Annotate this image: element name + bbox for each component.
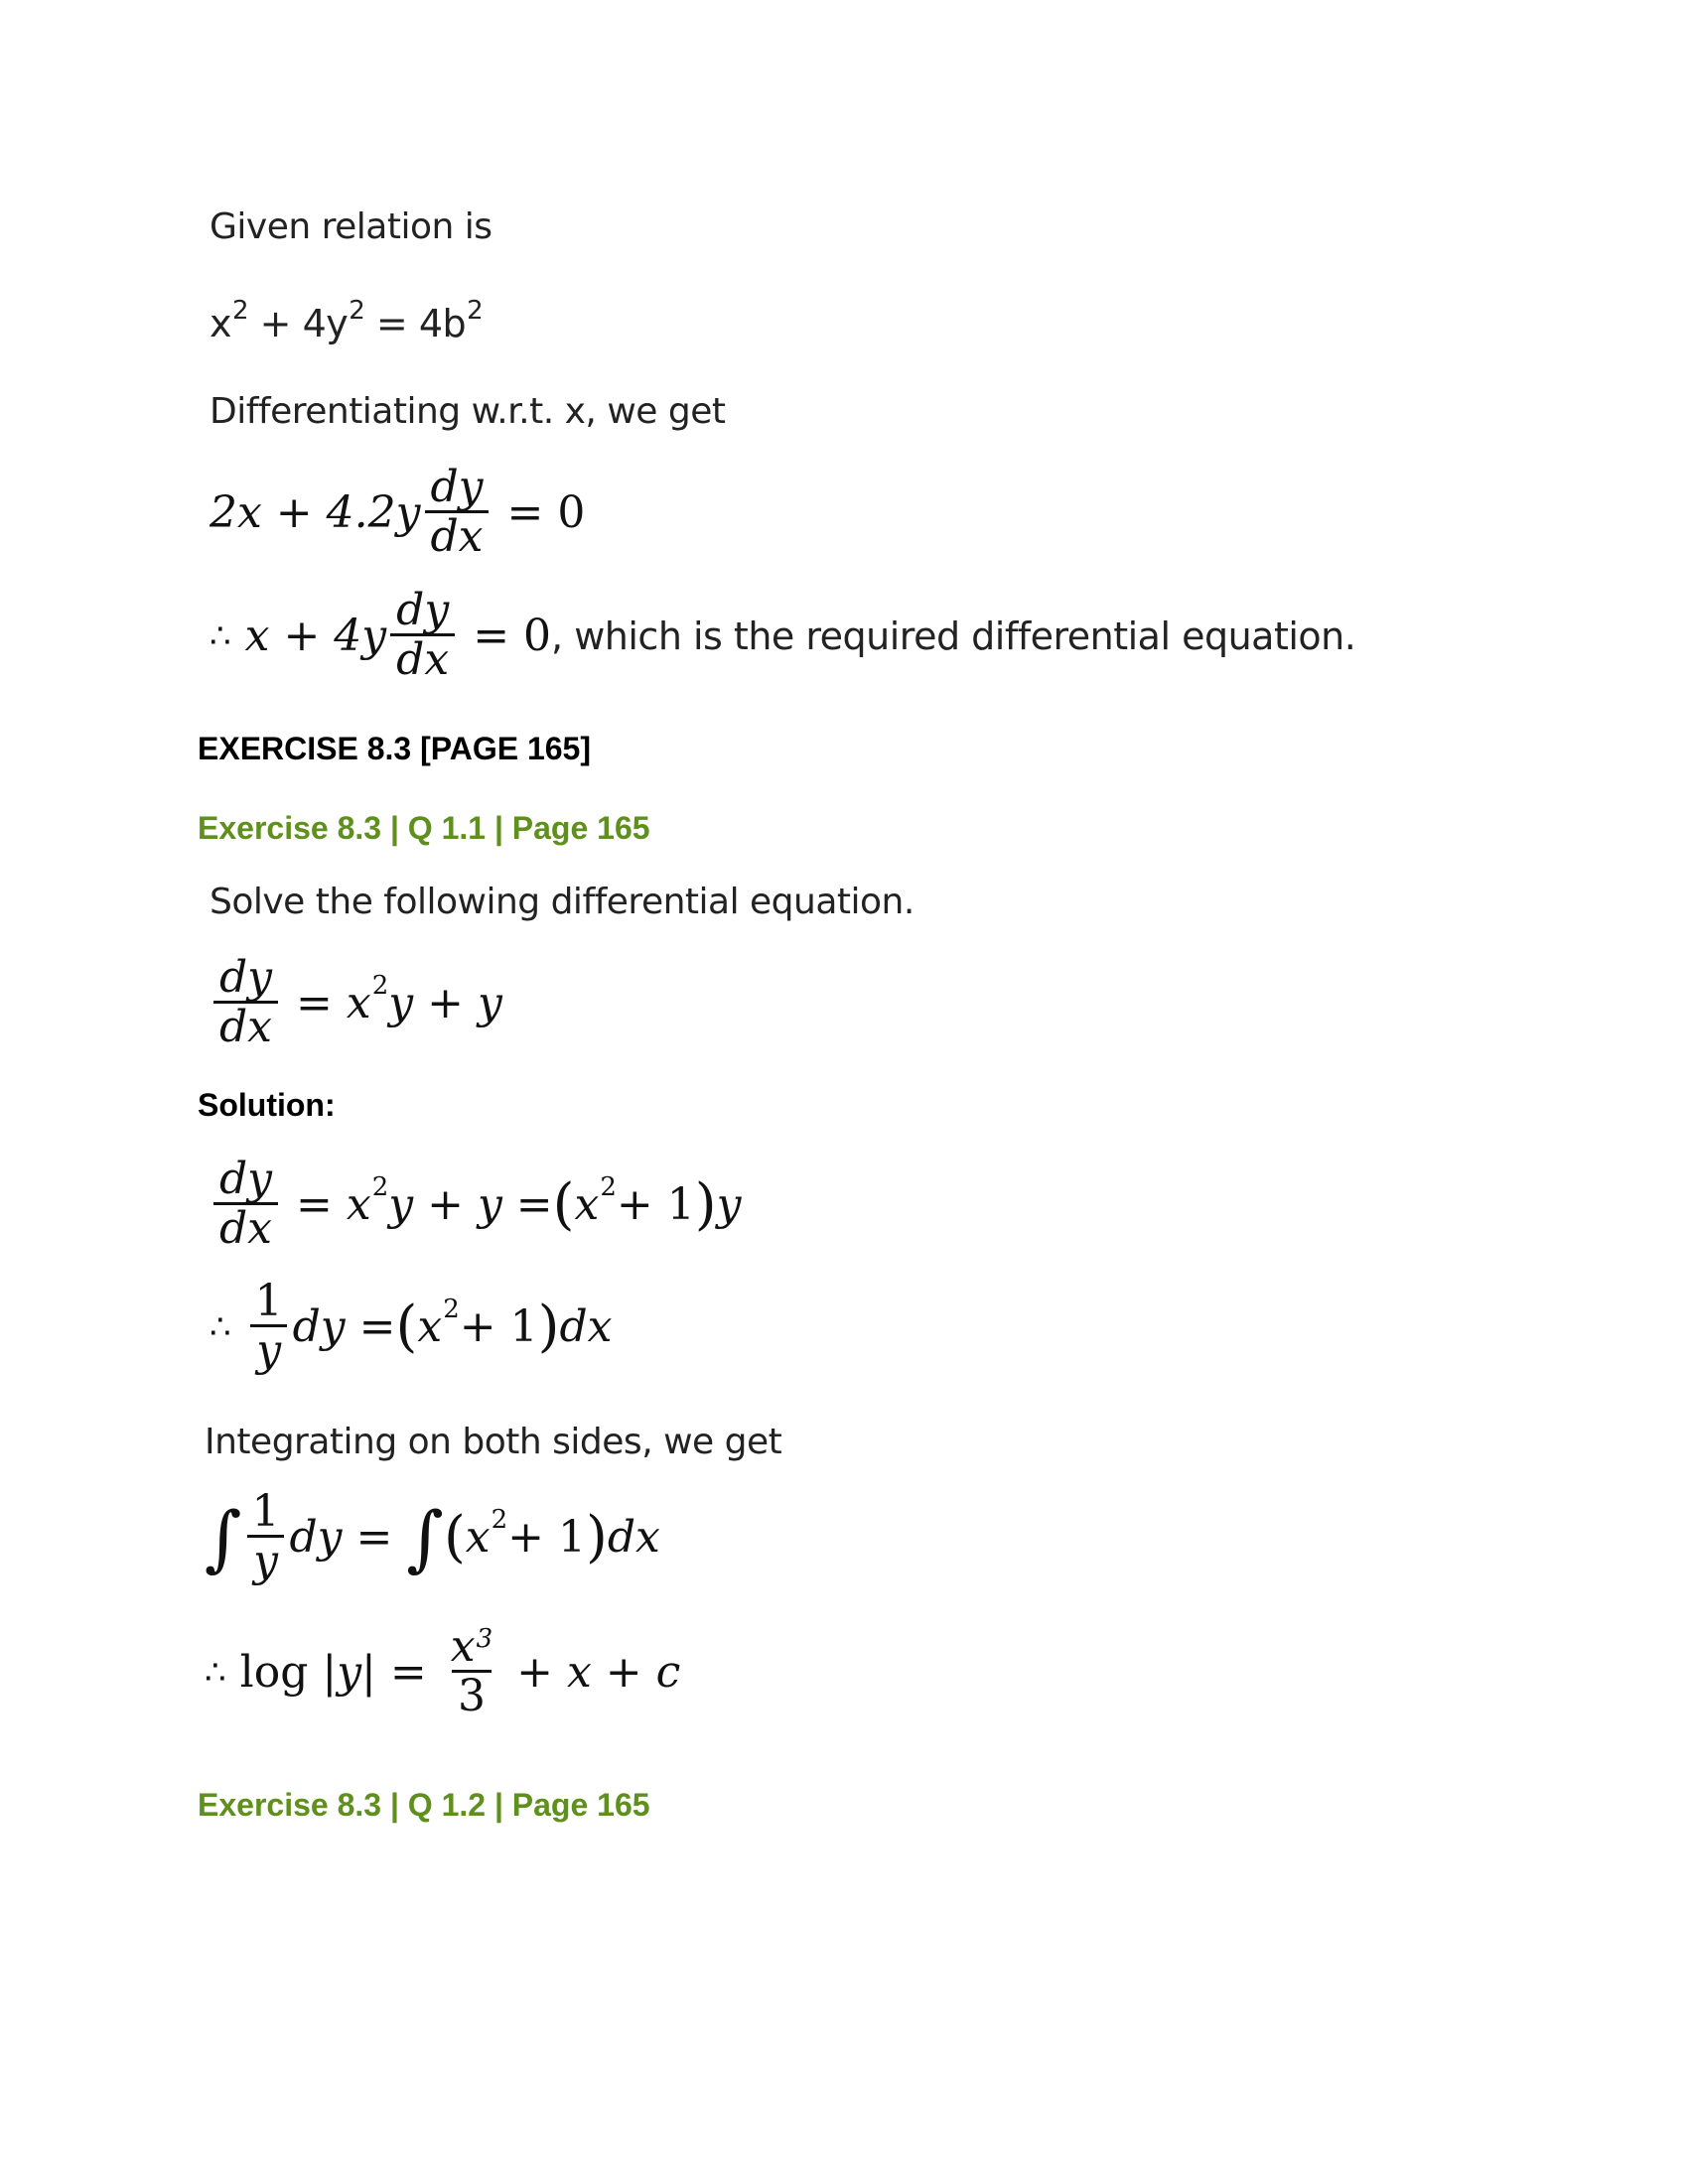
dy-dx-fraction: $\frac{dy}{dx}$: [213, 955, 278, 1052]
question-label-1-1[interactable]: Exercise 8.3 | Q 1.1 | Page 165: [198, 810, 650, 846]
exercise-heading: EXERCISE 8.3 [PAGE 165]: [198, 731, 591, 766]
given-relation-text: Given relation is: [210, 206, 492, 247]
integral-sign: ∫: [205, 1495, 242, 1579]
dy-dx-fraction: $\frac{dy}{dx}$: [424, 465, 489, 562]
solution-step-2: ∴ $\frac{1}{y}$ dy = ( x 2 + 1 ) dx: [210, 1276, 613, 1377]
differentiating-text: Differentiating w.r.t. x, we get: [210, 391, 726, 432]
question-prompt: Solve the following differential equation.: [210, 882, 914, 922]
integral-sign: ∫: [406, 1495, 444, 1579]
x-cubed-over-3-fraction: $\frac{x^3}{3}$: [450, 1621, 493, 1722]
solution-step-1: $\frac{dy}{dx}$ = x 2 y + y = ( x 2 + 1 ) y: [210, 1157, 741, 1254]
dy-dx-fraction: $\frac{dy}{dx}$: [213, 1157, 278, 1254]
solution-step-4: ∴ log |y| = $\frac{x^3}{3}$ + x + c: [205, 1621, 681, 1722]
derivative-equation-1: 2x + 4.2y $\frac{dy}{dx}$ = 0: [210, 462, 586, 563]
relation-equation: $x^2 + 4y^2 = 4b^2$: [210, 296, 484, 345]
derivative-equation-2: ∴ x + 4y $\frac{dy}{dx}$ = 0 , which is the required differential equation.: [210, 585, 1356, 686]
question-equation: $\frac{dy}{dx}$ = x 2 y + y: [210, 955, 502, 1052]
dy-dx-fraction: $\frac{dy}{dx}$: [390, 588, 455, 685]
solution-label: Solution:: [198, 1087, 336, 1123]
question-label-1-2[interactable]: Exercise 8.3 | Q 1.2 | Page 165: [198, 1787, 650, 1823]
one-over-y-fraction: $\frac{1}{y}$: [249, 1279, 289, 1376]
integrating-text: Integrating on both sides, we get: [205, 1422, 782, 1462]
solution-step-3: ∫ $\frac{1}{y}$ dy = ∫ ( x 2 + 1 ) dx: [205, 1486, 660, 1587]
one-over-y-fraction: $\frac{1}{y}$: [246, 1489, 286, 1586]
